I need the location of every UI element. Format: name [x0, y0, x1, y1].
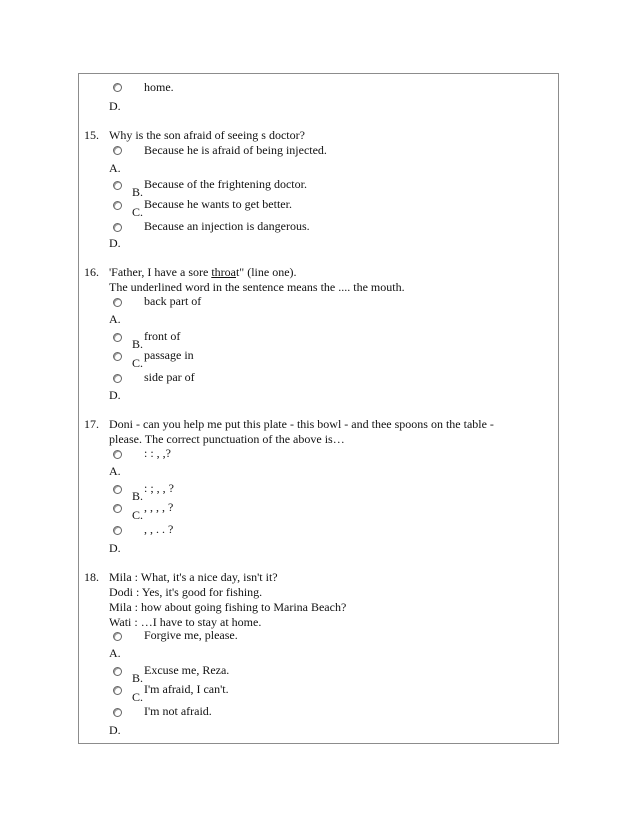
dialogue-line: Mila : What, it's a nice day, isn't it?	[109, 570, 278, 584]
question-text: please. The correct punctuation of the above is…	[109, 432, 345, 446]
question-text: Doni - can you help me put this plate - this bowl - and thee spoons on the table -	[109, 417, 494, 431]
option-letter: C.	[132, 356, 144, 370]
radio-q17-c[interactable]	[113, 504, 122, 513]
option-text: Forgive me, please.	[144, 628, 238, 642]
radio-q17-a[interactable]	[113, 450, 122, 459]
option-text: Excuse me, Reza.	[144, 663, 230, 677]
option-text: : : , ,?	[144, 446, 171, 460]
radio-q15-a[interactable]	[113, 146, 122, 155]
option-text: Because he is afraid of being injected.	[144, 143, 327, 157]
option-letter: C.	[132, 508, 144, 522]
option-text: Because he wants to get better.	[144, 197, 292, 211]
radio-q16-c[interactable]	[113, 352, 122, 361]
radio-q16-b[interactable]	[113, 333, 122, 342]
option-letter: D.	[109, 723, 121, 737]
option-text: passage in	[144, 348, 194, 362]
option-letter: D.	[109, 541, 121, 555]
option-letter: D.	[109, 388, 121, 402]
option-text: home.	[144, 80, 174, 94]
radio-q15-b[interactable]	[113, 181, 122, 190]
radio-q15-c[interactable]	[113, 201, 122, 210]
option-text: : ; , , ?	[144, 481, 174, 495]
radio-q18-b[interactable]	[113, 667, 122, 676]
question-number: 18.	[84, 570, 99, 584]
radio-q18-c[interactable]	[113, 686, 122, 695]
option-letter: A.	[109, 312, 121, 326]
radio-q16-a[interactable]	[113, 298, 122, 307]
option-text: Because of the frightening doctor.	[144, 177, 307, 191]
option-letter: B.	[132, 671, 144, 685]
radio-q16-d[interactable]	[113, 374, 122, 383]
option-letter: D.	[109, 236, 121, 250]
option-text: , , , , ?	[144, 500, 174, 514]
option-text: front of	[144, 329, 181, 343]
option-letter: C.	[132, 690, 144, 704]
option-letter: A.	[109, 646, 121, 660]
question-text: 'Father, I have a sore throat" (line one).	[109, 265, 297, 279]
question-frame	[78, 73, 559, 744]
question-number: 16.	[84, 265, 99, 279]
question-number: 15.	[84, 128, 99, 142]
option-letter: C.	[132, 205, 144, 219]
radio-q14-c[interactable]	[113, 83, 122, 92]
option-text: , , . . ?	[144, 522, 174, 536]
option-letter: B.	[132, 337, 144, 351]
option-text: I'm afraid, I can't.	[144, 682, 229, 696]
option-text: back part of	[144, 294, 202, 308]
question-text: The underlined word in the sentence means the .... the mouth.	[109, 280, 405, 294]
option-letter: A.	[109, 161, 121, 175]
option-text: side par of	[144, 370, 195, 384]
question-text: Why is the son afraid of seeing s doctor?	[109, 128, 305, 142]
radio-q17-d[interactable]	[113, 526, 122, 535]
radio-q18-d[interactable]	[113, 708, 122, 717]
dialogue-line: Mila : how about going fishing to Marina Beach?	[109, 600, 347, 614]
radio-q15-d[interactable]	[113, 223, 122, 232]
dialogue-line: Wati : …I have to stay at home.	[109, 615, 262, 629]
option-letter: A.	[109, 464, 121, 478]
option-letter: B.	[132, 489, 144, 503]
option-letter: D.	[109, 99, 121, 113]
question-number: 17.	[84, 417, 99, 431]
radio-q17-b[interactable]	[113, 485, 122, 494]
radio-q18-a[interactable]	[113, 632, 122, 641]
option-text: I'm not afraid.	[144, 704, 212, 718]
option-text: Because an injection is dangerous.	[144, 219, 310, 233]
option-letter: B.	[132, 185, 144, 199]
dialogue-line: Dodi : Yes, it's good for fishing.	[109, 585, 263, 599]
